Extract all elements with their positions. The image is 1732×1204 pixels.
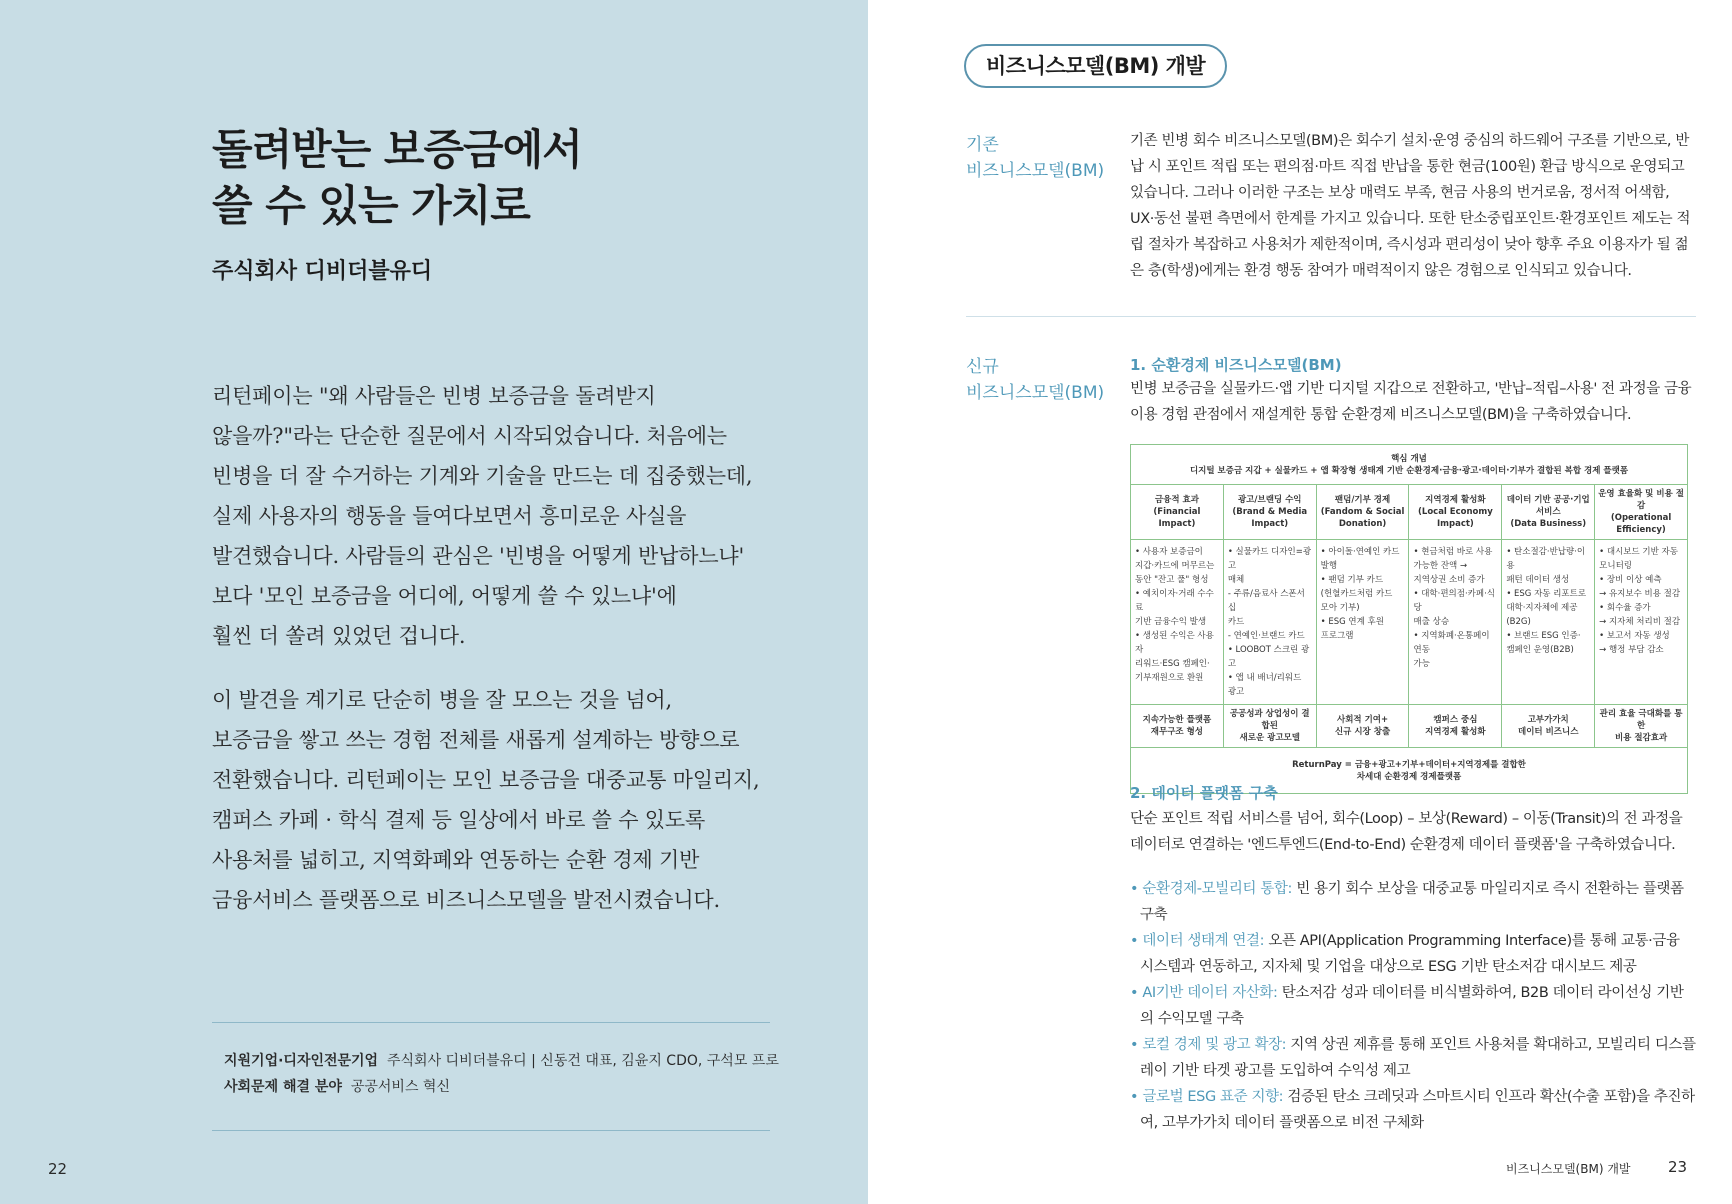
body-line: 금융서비스 플랫폼으로 비즈니스모델을 발전시켰습니다. xyxy=(212,888,720,912)
bullet-dot-icon: • xyxy=(1130,1089,1143,1105)
table-items-cell xyxy=(1409,540,1502,705)
col-header-title: 금융적 효과 xyxy=(1154,495,1199,505)
table-row xyxy=(1131,540,1688,705)
table-items-cell xyxy=(1223,540,1316,705)
outcome-line: 캠퍼스 중심 xyxy=(1433,715,1478,725)
list-item xyxy=(1130,1032,1696,1084)
table-item: 지갑·카드에 머무르는 xyxy=(1135,561,1215,571)
bullet-dot-icon: • xyxy=(1130,933,1143,949)
body-line: 리턴페이는 "왜 사람들은 빈병 보증금을 돌려받지 xyxy=(212,384,656,408)
bullet-key: 로컬 경제 및 광고 확장: xyxy=(1142,1037,1287,1053)
col-header-en: (Brand & Media Impact) xyxy=(1232,507,1308,529)
company-meta xyxy=(224,1048,779,1100)
subsection-1-text: 빈병 보증금을 실물카드·앱 기반 디지털 지갑으로 전환하고, '반납–적립–사용' 전 과정을 금융 이용 경험 관점에서 재설계한 통합 순환경제 비즈니스모델(BM)을 구축하였습니다. xyxy=(1130,381,1692,423)
table-item: • 앱 내 배너/리워드 광고 xyxy=(1227,673,1302,697)
table-item: 카드 xyxy=(1227,617,1245,627)
body-line: 이 발견을 계기로 단순히 병을 잘 모으는 것을 넘어, xyxy=(212,688,672,712)
table-item: • 회수율 증가 xyxy=(1599,603,1651,613)
bullet-text: 오픈 API(Application Programming Interface)를 통해 교통·금융 시스템과 연동하고, 지자체 및 기업을 대상으로 ESG 기반 탄소저감 대시보드 제공 xyxy=(1140,933,1680,975)
outcome-line: 지역경제 활성화 xyxy=(1425,727,1486,737)
table-header-cell xyxy=(1502,485,1595,540)
bullet-dot-icon: • xyxy=(1130,881,1143,897)
body-line: 훨씬 더 쏠려 있었던 겁니다. xyxy=(212,624,466,648)
table-item: 프로그램 xyxy=(1320,631,1354,641)
bullet-key: 데이터 생태계 연결: xyxy=(1142,933,1265,949)
table-items-cell xyxy=(1595,540,1688,705)
subsection-2-title: 2. 데이터 플랫폼 구축 xyxy=(1130,784,1278,802)
list-item xyxy=(1130,876,1696,928)
table-row xyxy=(1131,445,1688,485)
body-line: 빈병을 더 잘 수거하는 기계와 기술을 만드는 데 집중했는데, xyxy=(212,464,753,488)
table-item: • 대학·편의점·카페·식당 xyxy=(1413,589,1495,613)
table-item: (헌혈카드처럼 카드 xyxy=(1320,589,1393,599)
col-header-title: 팬덤/기부 경제 xyxy=(1334,495,1391,505)
col-header-en: (Data Business) xyxy=(1510,519,1587,529)
col-header-title: 운영 효율화 및 비용 절감 xyxy=(1598,489,1684,511)
body-line: 보증금을 쌓고 쓰는 경험 전체를 새롭게 설계하는 방향으로 xyxy=(212,728,740,752)
existing-bm-text: 기존 빈병 회수 비즈니스모델(BM)은 회수기 설치·운영 중심의 하드웨어 구조를 기반으로, 반납 시 포인트 적립 또는 편의점·마트 직접 반납을 통한 현금(100원) 환급 방식으로 운영되고 있습니다. 그러나 이러한 구조는 보상 매력도 부족, 현금 사용의 번거로움, 정서적 어색함, UX·동선 불편 측면에서 한계를 가지고 있습니다. 또한 탄소중립포인트·환경포인트 제도는 적립 절차가 복잡하고 사용처가 제한적이며, 즉시성과 편리성이 낮아 향후 주요 이용자가 될 젊은 층(학생)에게는 환경 행동 참여가 매력적이지 않은 경험으로 인식되고 있습니다. xyxy=(1130,133,1691,279)
table-outcome-cell xyxy=(1595,705,1688,748)
outcome-line: 사회적 기여+ xyxy=(1337,715,1389,725)
col-header-title: 지역경제 활성화 xyxy=(1425,495,1486,505)
col-header-title: 광고/브랜딩 수익 xyxy=(1237,495,1302,505)
table-item: 모아 기부) xyxy=(1320,603,1360,613)
table-item: • 사용자 보증금이 xyxy=(1135,547,1203,557)
existing-bm-label xyxy=(966,132,1104,184)
subsection-2-text: 단순 포인트 적립 서비스를 넘어, 회수(Loop) – 보상(Reward) – 이동(Transit)의 전 과정을 데이터로 연결하는 '엔드투엔드(End-to-End) 순환경제 데이터 플랫폼'을 구축하였습니다. xyxy=(1130,811,1683,853)
table-items-cell xyxy=(1502,540,1595,705)
table-header-cell xyxy=(1223,485,1316,540)
meta-value-field: 공공서비스 혁신 xyxy=(350,1079,450,1095)
table-item: 가능 xyxy=(1413,659,1430,669)
meta-top-divider xyxy=(212,1022,770,1023)
table-item: → 행정 부담 감소 xyxy=(1599,645,1664,655)
bullet-text: 탄소저감 성과 데이터를 비식별화하여, B2B 데이터 라이선싱 기반의 수익모델 구축 xyxy=(1140,985,1684,1027)
existing-label-line-2: 비즈니스모델(BM) xyxy=(966,161,1105,181)
table-row xyxy=(1131,705,1688,748)
table-outcome-cell xyxy=(1131,705,1224,748)
table-item: → 지자체 처리비 절감 xyxy=(1599,617,1681,627)
table-item: 캠페인 운영(B2B) xyxy=(1506,645,1574,655)
table-row xyxy=(1131,485,1688,540)
table-item: 매출 상승 xyxy=(1413,617,1450,627)
table-top-desc: 디지털 보증금 지갑 + 실물카드 + 앱 확장형 생태계 기반 순환경제·금융·광고·데이터·기부가 결합된 복합 경제 플랫폼 xyxy=(1189,465,1629,476)
table-top-title: 핵심 개념 xyxy=(1391,453,1427,464)
table-header-cell xyxy=(1595,485,1688,540)
table-item: • 실물카드 디자인=광고 xyxy=(1227,547,1312,571)
bullet-dot-icon: • xyxy=(1130,1037,1143,1053)
title-line-1: 돌려받는 보증금에서 xyxy=(212,125,582,174)
table-header-cell xyxy=(1316,485,1409,540)
col-header-en: (Fandom & Social Donation) xyxy=(1320,507,1405,529)
title-line-2: 쓸 수 있는 가치로 xyxy=(212,181,530,230)
bullet-key: 글로벌 ESG 표준 지향: xyxy=(1142,1089,1284,1105)
body-line: 발견했습니다. 사람들의 관심은 '빈병을 어떻게 반납하느냐' xyxy=(212,544,745,568)
outcome-line: 데이터 비즈니스 xyxy=(1518,727,1579,737)
col-header-en: (Local Economy Impact) xyxy=(1418,507,1493,529)
section-divider xyxy=(966,316,1696,317)
table-item: 모니터링 xyxy=(1599,561,1632,571)
body-line: 않을까?"라는 단순한 질문에서 시작되었습니다. 처음에는 xyxy=(212,424,727,448)
table-item: → 유지보수 비용 절감 xyxy=(1599,589,1681,599)
body-line: 실제 사용자의 행동을 들여다보면서 흥미로운 사실을 xyxy=(212,504,687,528)
body-line: 사용처를 넓히고, 지역화폐와 연동하는 순환 경제 기반 xyxy=(212,848,700,872)
table-item: - 주류/음료사 스폰서십 xyxy=(1227,589,1305,613)
table-item: 발행 xyxy=(1320,561,1338,571)
table-item: • 팬덤 기부 카드 xyxy=(1320,575,1384,585)
bullet-key: 순환경제-모빌리티 통합: xyxy=(1142,881,1292,897)
table-outcome-cell xyxy=(1502,705,1595,748)
bm-concept-table xyxy=(1130,444,1688,794)
outcome-line: 신규 시장 창출 xyxy=(1334,727,1391,737)
new-bm-label xyxy=(966,354,1104,406)
body-paragraph-1 xyxy=(212,376,772,656)
table-items-cell xyxy=(1131,540,1224,705)
list-item xyxy=(1130,980,1696,1032)
table-item: (B2G) xyxy=(1506,617,1531,627)
new-label-line-1: 신규 xyxy=(966,357,999,377)
table-item: • 지역화폐·온통페이 연동 xyxy=(1413,631,1490,655)
table-item: 가능한 잔액 → xyxy=(1413,561,1468,571)
list-item xyxy=(1130,1084,1696,1136)
bullet-dot-icon: • xyxy=(1130,985,1143,1001)
table-item: 매체 xyxy=(1227,575,1245,585)
table-header-cell xyxy=(1131,485,1224,540)
table-item: • 보고서 자동 생성 xyxy=(1599,631,1670,641)
body-paragraph-2 xyxy=(212,680,772,920)
body-line: 전환했습니다. 리턴페이는 모인 보증금을 대중교통 마일리지, xyxy=(212,768,760,792)
col-header-en: (Operational Efficiency) xyxy=(1610,513,1672,535)
table-item: - 연예인·브랜드 카드 xyxy=(1227,631,1305,641)
page-number-left: 22 xyxy=(48,1160,68,1178)
bullet-text: 지역 상권 제휴를 통해 포인트 사용처를 확대하고, 모빌리티 디스플레이 기반 타겟 광고를 도입하여 수익성 제고 xyxy=(1140,1037,1696,1079)
table-item: • 생성된 수익은 사용자 xyxy=(1135,631,1214,655)
table-item: • 대시보드 기반 자동 xyxy=(1599,547,1678,557)
body-line: 보다 '모인 보증금을 어디에, 어떻게 쓸 수 있느냐'에 xyxy=(212,584,677,608)
table-outcome-cell xyxy=(1409,705,1502,748)
table-item: 동안 "잔고 풀" 형성 xyxy=(1135,575,1209,585)
bullet-text: 빈 용기 회수 보상을 대중교통 마일리지로 즉시 전환하는 플랫폼 구축 xyxy=(1140,881,1684,923)
bullet-key: AI기반 데이터 자산화: xyxy=(1142,985,1278,1001)
meta-value-support: 주식회사 디비더블유디 | 신동건 대표, 김윤지 CDO, 구석모 프로 xyxy=(387,1053,779,1069)
page-number-right: 23 xyxy=(1668,1158,1688,1176)
outcome-line: 재무구조 형성 xyxy=(1150,727,1204,737)
outcome-line: 고부가가치 xyxy=(1527,715,1569,725)
company-name: 주식회사 디비더블유디 xyxy=(212,259,433,284)
article-title xyxy=(212,122,582,234)
new-label-line-2: 비즈니스모델(BM) xyxy=(966,383,1105,403)
table-footer-line-2: 차세대 순환경제 경제플랫폼 xyxy=(1356,771,1462,782)
table-top-cell xyxy=(1131,445,1688,485)
feature-bullet-list xyxy=(1130,876,1696,1136)
meta-label-support: 지원기업·디자인전문기업 xyxy=(224,1053,379,1069)
col-header-en: (Financial Impact) xyxy=(1153,507,1201,529)
meta-label-field: 사회문제 해결 분야 xyxy=(224,1079,342,1095)
running-footer: 비즈니스모델(BM) 개발 xyxy=(1506,1162,1631,1176)
table-item: 대학·지자체에 제공 xyxy=(1506,603,1578,613)
outcome-line: 관리 효율 극대화를 통한 xyxy=(1599,709,1683,731)
table-item: 기부재원으로 환원 xyxy=(1135,673,1204,683)
table-item: • 장비 이상 예측 xyxy=(1599,575,1662,585)
article-body xyxy=(212,376,772,944)
outcome-line: 공공성과 상업성이 결합된 xyxy=(1229,709,1310,731)
col-header-title: 데이터 기반 공공·기업 서비스 xyxy=(1506,495,1590,517)
outcome-line: 지속가능한 플랫폼 xyxy=(1142,715,1212,725)
table-item: • 탄소절감·반납량·이용 xyxy=(1506,547,1586,571)
table-item: 지역상권 소비 증가 xyxy=(1413,575,1485,585)
meta-bottom-divider xyxy=(212,1130,770,1131)
table-item: • 아이돌·연예인 카드 xyxy=(1320,547,1400,557)
section-title-pill: 비즈니스모델(BM) 개발 xyxy=(964,44,1227,88)
table-item: 패턴 데이터 생성 xyxy=(1506,575,1570,585)
table-outcome-cell xyxy=(1316,705,1409,748)
existing-label-line-1: 기존 xyxy=(966,135,999,155)
body-line: 캠퍼스 카페 · 학식 결제 등 일상에서 바로 쓸 수 있도록 xyxy=(212,808,706,832)
outcome-line: 새로운 광고모델 xyxy=(1239,733,1300,743)
table-item: 리워드·ESG 캠페인· xyxy=(1135,659,1210,669)
meta-row-2 xyxy=(224,1074,779,1100)
table-item: • LOOBOT 스크린 광고 xyxy=(1227,645,1310,669)
outcome-line: 비용 절감효과 xyxy=(1614,733,1668,743)
right-page xyxy=(868,0,1732,1204)
table-item: • 브랜드 ESG 인증· xyxy=(1506,631,1581,641)
table-item: 기반 금융수익 발생 xyxy=(1135,617,1207,627)
bullet-text: 검증된 탄소 크레딧과 스마트시티 인프라 확산(수출 포함)을 추진하여, 고부가가치 데이터 플랫폼으로 비전 구체화 xyxy=(1140,1089,1695,1131)
table-items-cell xyxy=(1316,540,1409,705)
table-item: • 예치이자·거래 수수료 xyxy=(1135,589,1214,613)
table-outcome-cell xyxy=(1223,705,1316,748)
subsection-1-title: 1. 순환경제 비즈니스모델(BM) xyxy=(1130,356,1342,374)
table-footer-line-1: ReturnPay = 금융+광고+기부+데이터+지역경제를 결합한 xyxy=(1292,759,1526,770)
table-item: • 현금처럼 바로 사용 xyxy=(1413,547,1493,557)
table-item: • ESG 자동 리포트로 xyxy=(1506,589,1587,599)
list-item xyxy=(1130,928,1696,980)
table-item: • ESG 연계 후원 xyxy=(1320,617,1384,627)
meta-row-1 xyxy=(224,1048,779,1074)
table-header-cell xyxy=(1409,485,1502,540)
